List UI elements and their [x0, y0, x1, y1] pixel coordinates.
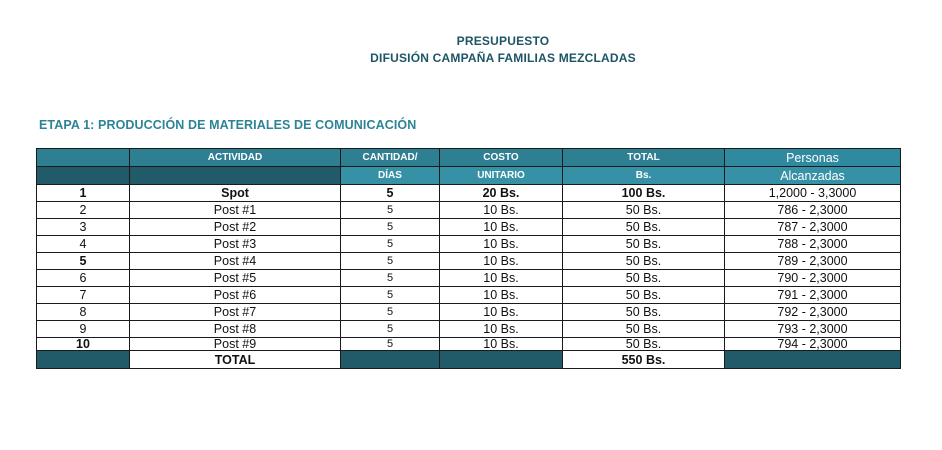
row-number: 1 — [37, 185, 130, 202]
row-number: 5 — [37, 253, 130, 270]
row-activity: Post #1 — [130, 202, 341, 219]
budget-table — [36, 148, 901, 369]
row-activity: Post #7 — [130, 304, 341, 321]
row-total: 50 Bs. — [563, 321, 725, 338]
row-days: 5 — [341, 219, 440, 236]
row-total: 50 Bs. — [563, 219, 725, 236]
table-row — [37, 270, 901, 287]
row-days: 5 — [341, 338, 440, 351]
row-total: 50 Bs. — [563, 338, 725, 351]
table-header-row-2 — [37, 167, 901, 185]
row-unit-cost: 10 Bs. — [440, 253, 563, 270]
row-unit-cost: 10 Bs. — [440, 270, 563, 287]
row-people: 786 - 2,3000 — [725, 202, 901, 219]
document-title: PRESUPUESTO — [456, 34, 550, 48]
table-row — [37, 185, 901, 202]
row-unit-cost: 10 Bs. — [440, 236, 563, 253]
row-people: 793 - 2,3000 — [725, 321, 901, 338]
table-row — [37, 219, 901, 236]
row-days: 5 — [341, 321, 440, 338]
total-row — [37, 351, 901, 369]
row-people: 1,2000 - 3,3000 — [725, 185, 901, 202]
row-people: 790 - 2,3000 — [725, 270, 901, 287]
row-activity: Post #9 — [130, 338, 341, 351]
header-days: DÍAS — [341, 167, 440, 185]
header-people: Personas — [725, 149, 901, 167]
row-activity: Post #4 — [130, 253, 341, 270]
row-total: 50 Bs. — [563, 270, 725, 287]
header-people-reached: Alcanzadas — [725, 167, 901, 185]
row-total: 50 Bs. — [563, 202, 725, 219]
row-unit-cost: 10 Bs. — [440, 287, 563, 304]
row-total: 50 Bs. — [563, 253, 725, 270]
row-number: 9 — [37, 321, 130, 338]
row-total: 50 Bs. — [563, 304, 725, 321]
row-number: 2 — [37, 202, 130, 219]
row-days: 5 — [341, 253, 440, 270]
table-header-row — [37, 149, 901, 167]
header-quantity: CANTIDAD/ — [341, 149, 440, 167]
row-people: 789 - 2,3000 — [725, 253, 901, 270]
total-row-people-cell — [725, 351, 901, 369]
row-activity: Post #2 — [130, 219, 341, 236]
row-total: 50 Bs. — [563, 236, 725, 253]
stage-heading: ETAPA 1: PRODUCCIÓN DE MATERIALES DE COMUNICACIÓN — [39, 118, 417, 132]
row-number: 7 — [37, 287, 130, 304]
row-unit-cost: 10 Bs. — [440, 321, 563, 338]
row-people: 788 - 2,3000 — [725, 236, 901, 253]
row-people: 794 - 2,3000 — [725, 338, 901, 351]
row-total: 50 Bs. — [563, 287, 725, 304]
header-activity: ACTIVIDAD — [130, 149, 341, 167]
row-people: 792 - 2,3000 — [725, 304, 901, 321]
row-days: 5 — [341, 287, 440, 304]
header-total-currency: Bs. — [563, 167, 725, 185]
header-cell-number — [37, 149, 130, 167]
row-number: 8 — [37, 304, 130, 321]
row-people: 787 - 2,3000 — [725, 219, 901, 236]
total-row-unit-cost-cell — [440, 351, 563, 369]
row-activity: Post #3 — [130, 236, 341, 253]
document-subtitle: DIFUSIÓN CAMPAÑA FAMILIAS MEZCLADAS — [370, 51, 636, 65]
document-title-block — [0, 33, 942, 67]
table-row — [37, 321, 901, 338]
table-row — [37, 236, 901, 253]
row-days: 5 — [341, 304, 440, 321]
row-activity: Post #5 — [130, 270, 341, 287]
row-unit-cost: 10 Bs. — [440, 338, 563, 351]
total-label: TOTAL — [130, 351, 341, 369]
row-people: 791 - 2,3000 — [725, 287, 901, 304]
total-row-days-cell — [341, 351, 440, 369]
table-row — [37, 338, 901, 351]
row-total: 100 Bs. — [563, 185, 725, 202]
header-unit-cost: UNITARIO — [440, 167, 563, 185]
row-unit-cost: 10 Bs. — [440, 219, 563, 236]
row-days: 5 — [341, 270, 440, 287]
row-number: 6 — [37, 270, 130, 287]
table-row — [37, 287, 901, 304]
row-activity: Post #6 — [130, 287, 341, 304]
header-activity-2 — [130, 167, 341, 185]
total-amount: 550 Bs. — [563, 351, 725, 369]
header-cost: COSTO — [440, 149, 563, 167]
row-number: 4 — [37, 236, 130, 253]
row-days: 5 — [341, 236, 440, 253]
header-total: TOTAL — [563, 149, 725, 167]
row-unit-cost: 10 Bs. — [440, 304, 563, 321]
header-cell-number-2 — [37, 167, 130, 185]
row-activity: Post #8 — [130, 321, 341, 338]
row-unit-cost: 20 Bs. — [440, 185, 563, 202]
table-row — [37, 304, 901, 321]
table-row — [37, 202, 901, 219]
table-row — [37, 253, 901, 270]
total-row-number-cell — [37, 351, 130, 369]
row-number: 3 — [37, 219, 130, 236]
row-days: 5 — [341, 185, 440, 202]
row-activity: Spot — [130, 185, 341, 202]
row-unit-cost: 10 Bs. — [440, 202, 563, 219]
row-number: 10 — [37, 338, 130, 351]
row-days: 5 — [341, 202, 440, 219]
